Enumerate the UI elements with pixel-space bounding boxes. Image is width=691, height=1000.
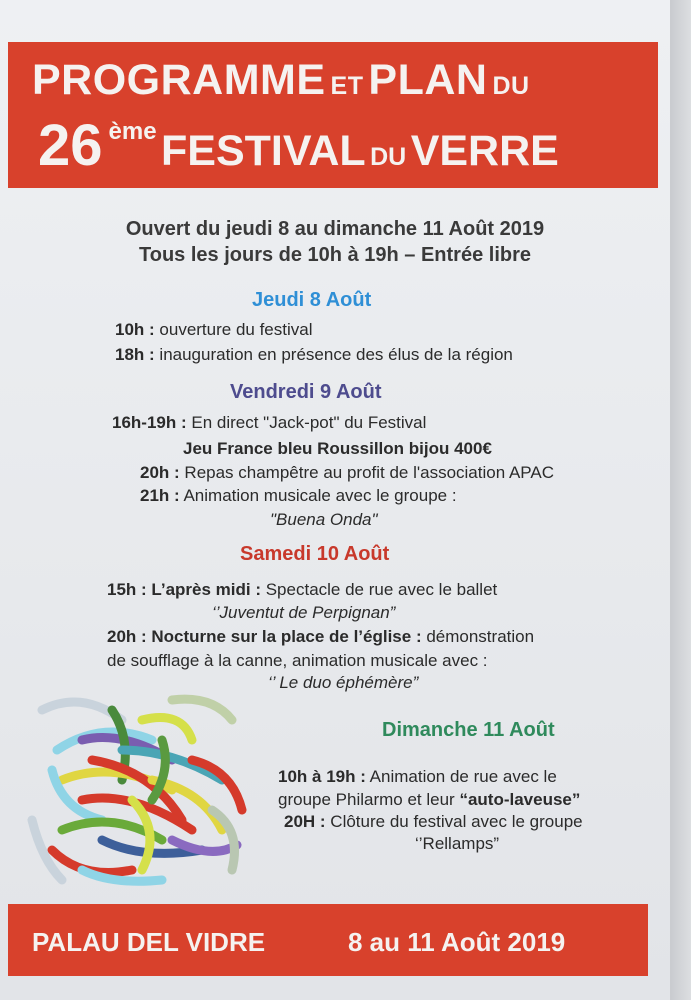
title-word-du: DU [492, 72, 530, 100]
title-line-1 [32, 56, 530, 105]
event-text: Spectacle de rue avec le ballet [261, 580, 498, 599]
title-word-du-2: DU [370, 143, 407, 171]
event-samedi-1-sub: ‘’Juventut de Perpignan” [212, 603, 396, 622]
footer-banner [8, 904, 648, 976]
event-samedi-2-line2: de soufflage à la canne, animation musicale avec : [107, 651, 488, 670]
page-edge [670, 0, 691, 1000]
event-time: 18h : [115, 345, 155, 364]
title-word-festival: FESTIVAL [161, 127, 366, 175]
event-vendredi-3 [140, 486, 457, 506]
title-suffix: ème [108, 118, 157, 145]
event-text: Repas champêtre au profit de l'association APAC [179, 463, 554, 482]
event-time: 20h : Nocturne sur la place de l’église : [107, 627, 422, 646]
event-text: Animation de rue avec le [365, 767, 557, 786]
event-vendredi-2 [140, 463, 554, 483]
event-samedi-2 [107, 627, 534, 647]
event-dimanche-2 [284, 812, 583, 832]
event-subtext: Jeu France bleu Roussillon bijou 400€ [183, 439, 492, 458]
title-line-2 [38, 112, 559, 179]
event-text: groupe Philarmo et leur [278, 790, 460, 809]
event-vendredi-1-sub [183, 439, 492, 459]
event-time: 16h-19h : [112, 413, 187, 432]
event-text: En direct "Jack-pot" du Festival [186, 413, 427, 432]
title-word-et: ET [330, 72, 364, 100]
event-vendredi-3-sub: "Buena Onda" [270, 510, 378, 529]
event-time: 21h : [140, 486, 180, 505]
event-vendredi-1 [112, 413, 426, 433]
footer-dates: 8 au 11 Août 2019 [348, 927, 566, 957]
event-samedi-2-sub: ‘’ Le duo éphémère” [268, 673, 419, 692]
title-word-verre: VERRE [410, 127, 559, 175]
event-jeudi-1 [115, 320, 313, 340]
glass-art-illustration [22, 680, 262, 895]
event-dimanche-1 [278, 767, 557, 787]
event-highlight: “auto-laveuse” [459, 790, 581, 809]
title-number: 26 [38, 113, 103, 178]
event-text: inauguration en présence des élus de la région [154, 345, 513, 364]
event-dimanche-2-sub: ‘’Rellamps” [415, 834, 500, 853]
event-text: démonstration [421, 627, 535, 646]
event-dimanche-1-line2 [278, 790, 580, 810]
day-title-vendredi: Vendredi 9 Août [230, 381, 382, 403]
title-word-programme: PROGRAMME [32, 56, 326, 104]
event-samedi-1 [107, 580, 497, 600]
title-banner [8, 42, 658, 188]
event-time: 20h : [140, 463, 180, 482]
intro-dates: Ouvert du jeudi 8 au dimanche 11 Août 2019 [125, 218, 545, 240]
event-time: 15h : L’après midi : [107, 580, 261, 599]
day-title-samedi: Samedi 10 Août [240, 543, 390, 565]
day-title-jeudi: Jeudi 8 Août [252, 289, 372, 311]
event-text: ouverture du festival [154, 320, 313, 339]
event-jeudi-2 [115, 345, 513, 365]
event-time: 10h : [115, 320, 155, 339]
title-word-plan: PLAN [368, 56, 488, 104]
event-time: 10h à 19h : [278, 767, 366, 786]
day-title-dimanche: Dimanche 11 Août [382, 719, 555, 741]
intro-hours: Tous les jours de 10h à 19h – Entrée libre [139, 244, 531, 266]
event-time: 20H : [284, 812, 326, 831]
event-text: Animation musicale avec le groupe : [179, 486, 457, 505]
event-text: Clôture du festival avec le groupe [325, 812, 583, 831]
footer-location: PALAU DEL VIDRE [32, 927, 266, 957]
